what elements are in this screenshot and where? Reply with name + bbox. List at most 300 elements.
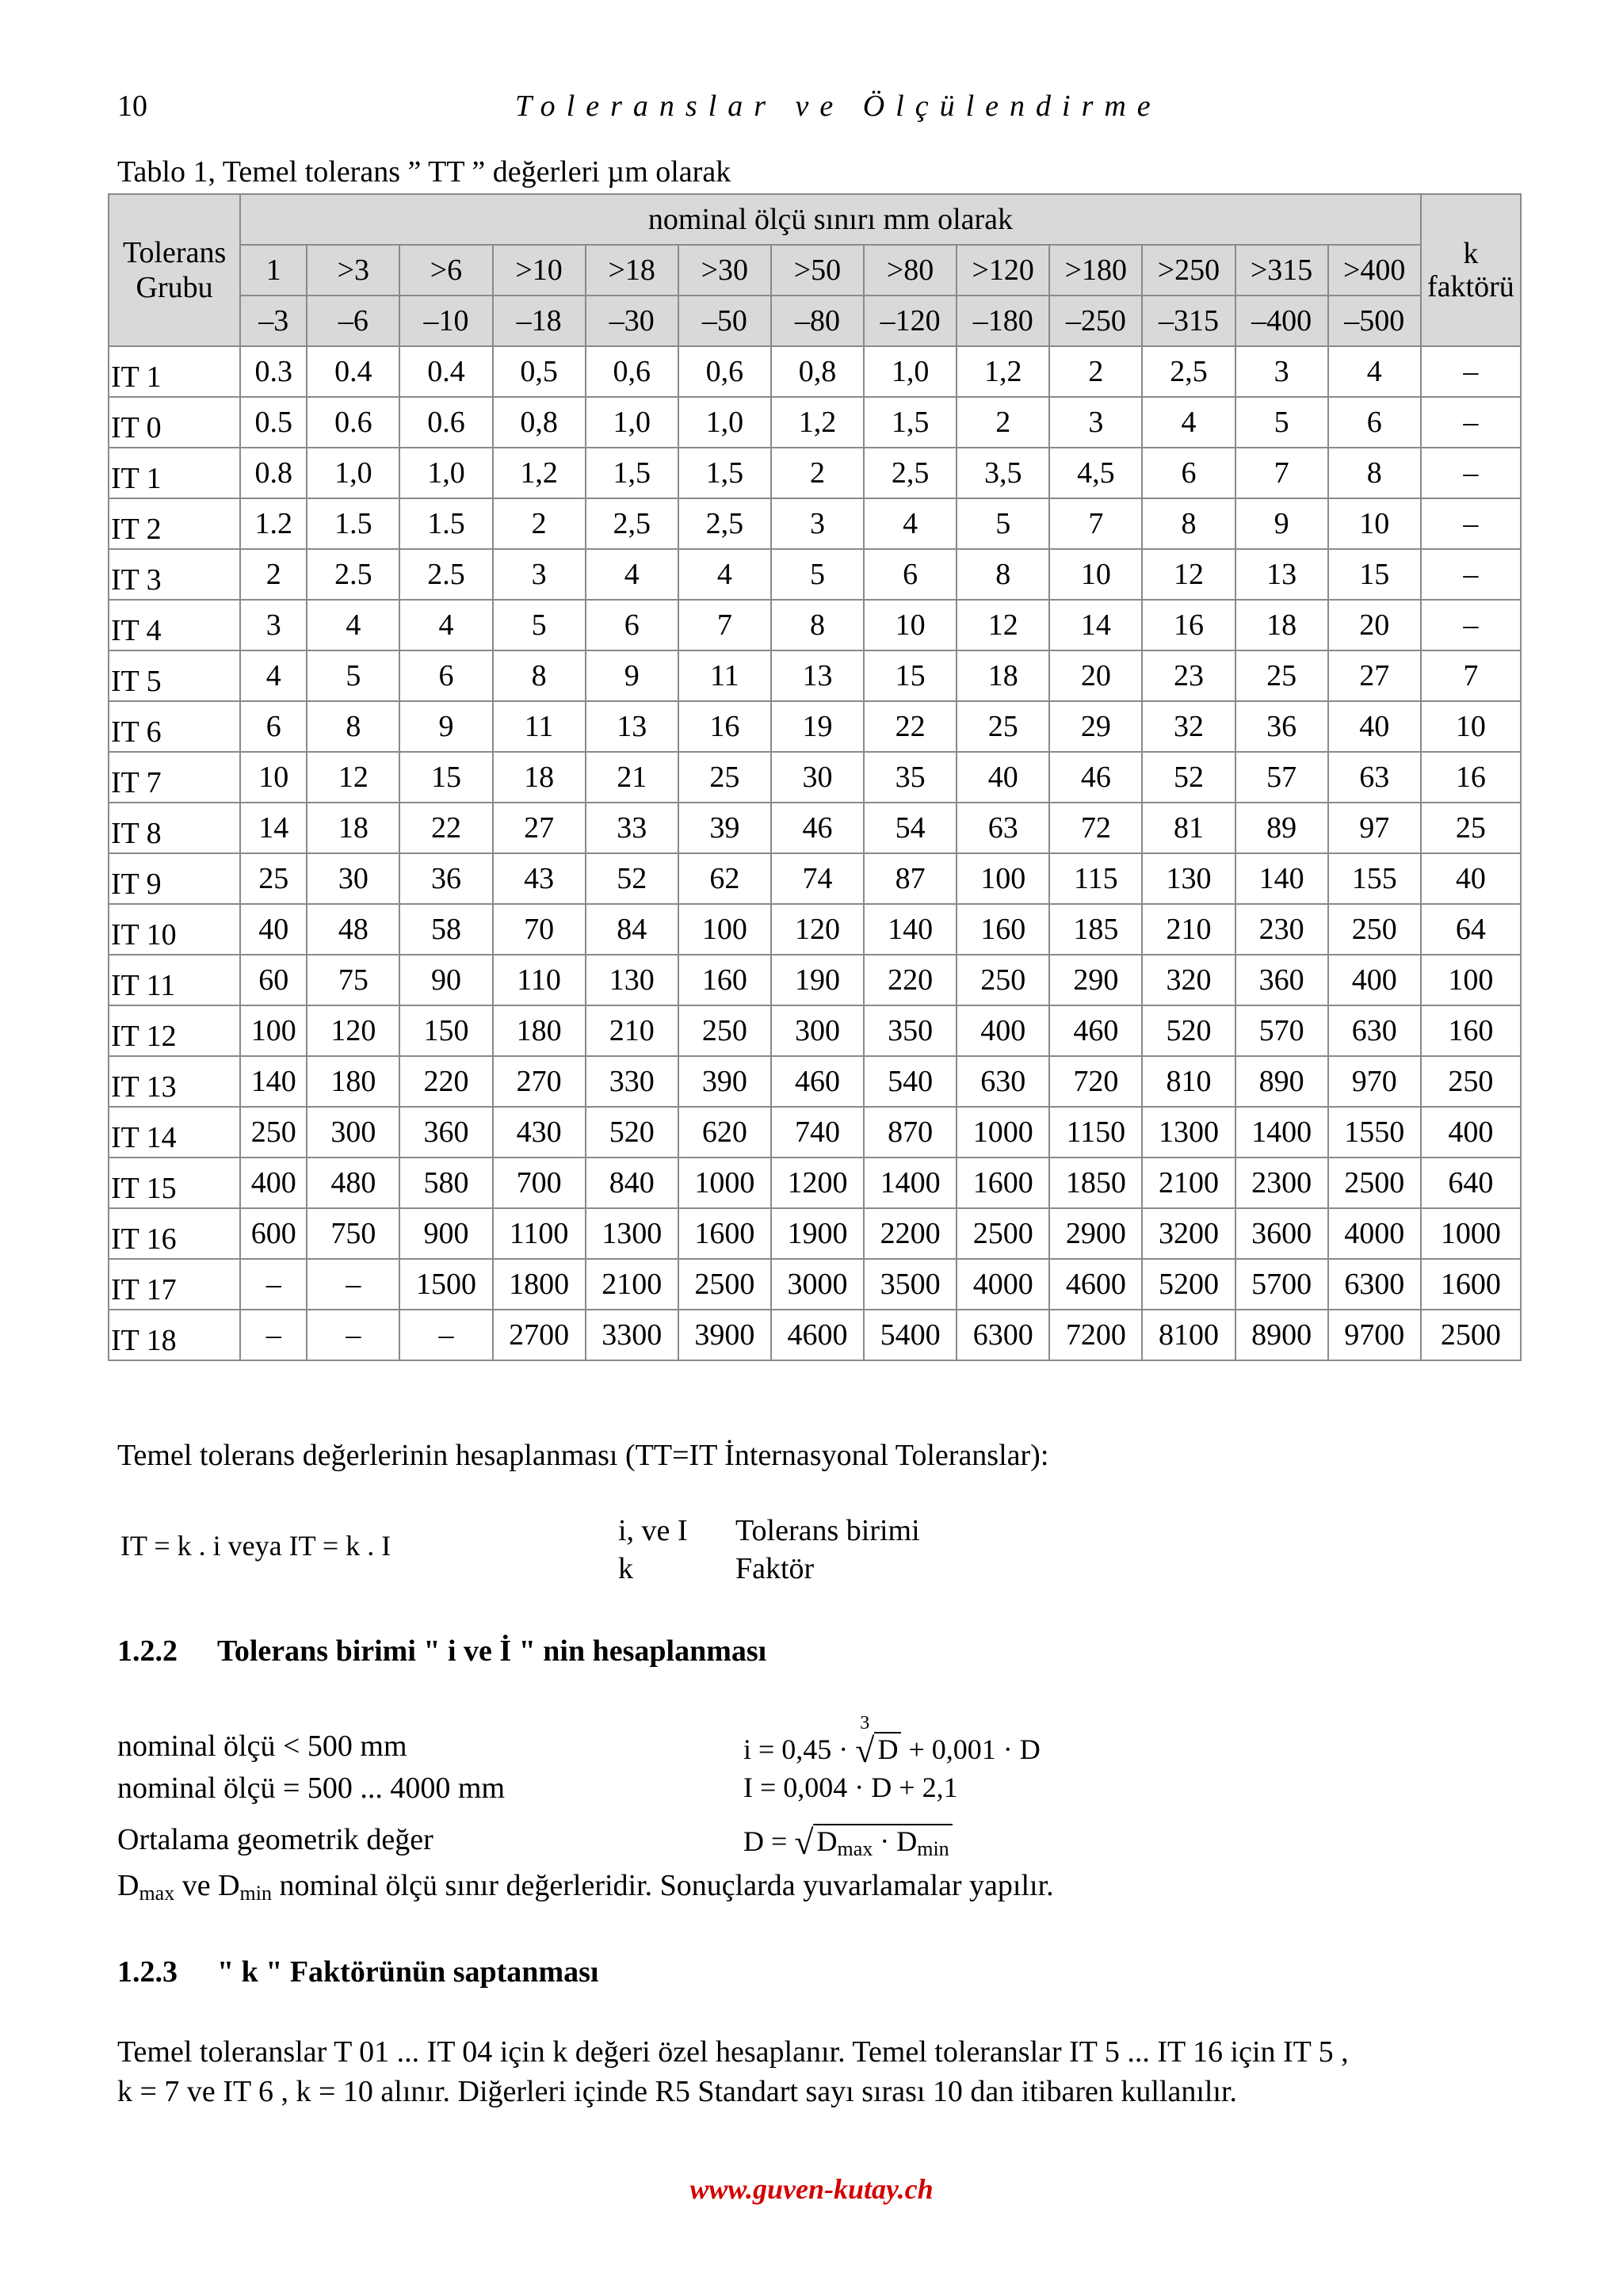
- tolerance-value-cell: 2100: [1142, 1158, 1235, 1208]
- header-row-span: [109, 194, 1521, 245]
- tolerance-value-cell: 220: [399, 1056, 492, 1107]
- tolerance-value-cell: 18: [307, 803, 399, 853]
- table-row: [109, 549, 1521, 600]
- tolerance-value-cell: 2100: [586, 1259, 678, 1310]
- tolerance-value-cell: 360: [399, 1107, 492, 1158]
- k-factor-header-line-1: k: [1463, 237, 1479, 270]
- tolerance-value-cell: 8: [307, 701, 399, 752]
- cube-root: [855, 1713, 901, 1770]
- tolerance-value-cell: 2900: [1049, 1208, 1142, 1259]
- tolerance-value-cell: 120: [307, 1005, 399, 1056]
- tolerance-value-cell: 60: [240, 955, 307, 1005]
- table-row: [109, 1107, 1521, 1158]
- range-to-cell: –10: [399, 296, 492, 346]
- tolerance-value-cell: 3: [1235, 346, 1328, 397]
- tolerance-value-cell: 7: [1049, 498, 1142, 549]
- tolerance-value-cell: 1.5: [307, 498, 399, 549]
- range-from-cell: >18: [586, 245, 678, 296]
- radicand-part: D: [816, 1825, 838, 1857]
- tolerance-value-cell: 6: [240, 701, 307, 752]
- tolerance-value-cell: –: [240, 1310, 307, 1360]
- nominal-range-header: nominal ölçü sınırı mm olarak: [240, 194, 1421, 245]
- tolerance-value-cell: 63: [1328, 752, 1421, 803]
- tolerance-value-cell: –: [240, 1259, 307, 1310]
- range-from-cell: >10: [493, 245, 586, 296]
- tolerance-value-cell: 89: [1235, 803, 1328, 853]
- k-factor-cell: –: [1421, 498, 1521, 549]
- k-factor-cell: 10: [1421, 701, 1521, 752]
- tolerance-value-cell: 1500: [399, 1259, 492, 1310]
- section-heading-1-2-3: [117, 1955, 598, 1989]
- tolerance-grade-label: IT 1: [109, 346, 240, 397]
- tolerance-value-cell: 360: [1235, 955, 1328, 1005]
- k-factor-cell: 1600: [1421, 1259, 1521, 1310]
- tolerance-value-cell: 300: [307, 1107, 399, 1158]
- range-from-cell: >315: [1235, 245, 1328, 296]
- paragraph-line: Temel toleranslar T 01 ... IT 04 için k değeri özel hesaplanır. Temel toleranslar IT 5 ... IT 16 için IT 5 ,: [117, 2035, 1349, 2069]
- tolerance-value-cell: 14: [1049, 600, 1142, 650]
- tolerance-value-cell: 18: [957, 650, 1049, 701]
- tolerance-value-cell: 16: [1142, 600, 1235, 650]
- tolerance-grade-label: IT 6: [109, 701, 240, 752]
- radicand: D: [874, 1732, 901, 1765]
- tolerance-value-cell: 15: [864, 650, 957, 701]
- tolerance-value-cell: 57: [1235, 752, 1328, 803]
- tolerance-value-cell: 0,6: [586, 346, 678, 397]
- tolerance-value-cell: 6300: [957, 1310, 1049, 1360]
- tolerance-value-cell: 3200: [1142, 1208, 1235, 1259]
- tolerance-value-cell: 3000: [771, 1259, 864, 1310]
- equation-part: D =: [743, 1825, 788, 1857]
- tolerance-value-cell: 8: [957, 549, 1049, 600]
- tolerance-value-cell: 540: [864, 1056, 957, 1107]
- tolerance-value-cell: 22: [864, 701, 957, 752]
- table-row: [109, 803, 1521, 853]
- tolerance-value-cell: 3300: [586, 1310, 678, 1360]
- group-header-line-1: Tolerans: [122, 236, 227, 269]
- tolerance-grade-label: IT 7: [109, 752, 240, 803]
- tolerance-value-cell: 32: [1142, 701, 1235, 752]
- tolerance-grade-label: IT 9: [109, 853, 240, 904]
- tolerance-value-cell: 250: [240, 1107, 307, 1158]
- condition-line: Ortalama geometrik değer: [117, 1823, 433, 1856]
- tolerance-grade-label: IT 0: [109, 397, 240, 448]
- tolerance-value-cell: 36: [1235, 701, 1328, 752]
- k-factor-cell: –: [1421, 397, 1521, 448]
- table-row: [109, 853, 1521, 904]
- equation-part: i = 0,45 ·: [743, 1733, 849, 1765]
- tolerance-value-cell: 870: [864, 1107, 957, 1158]
- tolerance-value-cell: 72: [1049, 803, 1142, 853]
- tolerance-value-cell: 720: [1049, 1056, 1142, 1107]
- tolerance-value-cell: –: [307, 1259, 399, 1310]
- range-from-cell: >50: [771, 245, 864, 296]
- tolerance-value-cell: 0.8: [240, 448, 307, 498]
- k-factor-cell: 400: [1421, 1107, 1521, 1158]
- tolerance-value-cell: 5: [493, 600, 586, 650]
- subscript: min: [239, 1882, 272, 1905]
- tolerance-value-cell: 110: [493, 955, 586, 1005]
- tolerance-value-cell: 10: [864, 600, 957, 650]
- tolerance-value-cell: 9700: [1328, 1310, 1421, 1360]
- tolerance-value-cell: 10: [240, 752, 307, 803]
- equation-i: [743, 1713, 1041, 1770]
- tolerance-value-cell: 4000: [1328, 1208, 1421, 1259]
- tolerance-value-cell: –: [399, 1310, 492, 1360]
- table-row: [109, 346, 1521, 397]
- k-factor-cell: 100: [1421, 955, 1521, 1005]
- tolerance-value-cell: 2300: [1235, 1158, 1328, 1208]
- tolerance-value-cell: 14: [240, 803, 307, 853]
- tolerance-value-cell: 700: [493, 1158, 586, 1208]
- k-factor-cell: 40: [1421, 853, 1521, 904]
- range-from-cell: >180: [1049, 245, 1142, 296]
- table-row: [109, 701, 1521, 752]
- tolerance-grade-label: IT 14: [109, 1107, 240, 1158]
- range-to-cell: –120: [864, 296, 957, 346]
- square-root: [794, 1819, 952, 1861]
- tolerance-value-cell: 630: [957, 1056, 1049, 1107]
- tolerance-value-cell: 150: [399, 1005, 492, 1056]
- tolerance-grade-label: IT 2: [109, 498, 240, 549]
- tolerance-value-cell: 8: [493, 650, 586, 701]
- tolerance-value-cell: 0,8: [771, 346, 864, 397]
- table-row: [109, 397, 1521, 448]
- range-to-cell: –500: [1328, 296, 1421, 346]
- tolerance-value-cell: 87: [864, 853, 957, 904]
- tolerance-value-cell: 100: [957, 853, 1049, 904]
- tolerance-value-cell: 6: [864, 549, 957, 600]
- tolerance-grade-label: IT 8: [109, 803, 240, 853]
- tolerance-value-cell: 1,0: [586, 397, 678, 448]
- range-from-cell: >250: [1142, 245, 1235, 296]
- tolerance-value-cell: 40: [957, 752, 1049, 803]
- range-to-cell: –250: [1049, 296, 1142, 346]
- tolerance-value-cell: 2500: [678, 1259, 771, 1310]
- tolerance-value-cell: 1.5: [399, 498, 492, 549]
- tolerance-value-cell: 520: [586, 1107, 678, 1158]
- subscript: max: [837, 1837, 873, 1860]
- range-to-cell: –80: [771, 296, 864, 346]
- range-from-cell: >80: [864, 245, 957, 296]
- radical-sign-icon: √: [855, 1731, 875, 1770]
- tolerance-value-cell: 3: [1049, 397, 1142, 448]
- tolerance-value-cell: 740: [771, 1107, 864, 1158]
- tolerance-value-cell: 1550: [1328, 1107, 1421, 1158]
- tolerance-value-cell: 10: [1049, 549, 1142, 600]
- tolerance-grade-label: IT 10: [109, 904, 240, 955]
- tolerance-value-cell: 20: [1328, 600, 1421, 650]
- tolerance-value-cell: 1600: [957, 1158, 1049, 1208]
- tolerance-value-cell: 54: [864, 803, 957, 853]
- page-header-title: Toleranslar ve Ölçülendirme: [515, 90, 1162, 123]
- note-line: [117, 1868, 1054, 1905]
- section-title: Tolerans birimi " i ve İ " nin hesaplanması: [217, 1634, 767, 1668]
- group-header-line-2: Grubu: [136, 271, 213, 304]
- table-row: [109, 752, 1521, 803]
- tolerance-value-cell: 130: [1142, 853, 1235, 904]
- section-title: " k " Faktörünün saptanması: [217, 1955, 599, 1989]
- tolerance-value-cell: 58: [399, 904, 492, 955]
- tolerance-value-cell: 1300: [1142, 1107, 1235, 1158]
- tolerance-value-cell: 18: [493, 752, 586, 803]
- tolerance-value-cell: 120: [771, 904, 864, 955]
- tolerance-value-cell: 4: [864, 498, 957, 549]
- range-from-cell: >3: [307, 245, 399, 296]
- range-to-cell: –6: [307, 296, 399, 346]
- tolerance-value-cell: 1000: [678, 1158, 771, 1208]
- tolerance-value-cell: 2: [493, 498, 586, 549]
- tolerance-value-cell: 4: [307, 600, 399, 650]
- tolerance-value-cell: 6: [1142, 448, 1235, 498]
- tolerance-value-cell: 900: [399, 1208, 492, 1259]
- range-from-cell: >120: [957, 245, 1049, 296]
- tolerance-value-cell: 1200: [771, 1158, 864, 1208]
- tolerance-value-cell: 840: [586, 1158, 678, 1208]
- tolerance-value-cell: 5: [771, 549, 864, 600]
- tolerance-value-cell: 25: [240, 853, 307, 904]
- tolerance-value-cell: 520: [1142, 1005, 1235, 1056]
- tolerance-value-cell: 140: [864, 904, 957, 955]
- tolerance-value-cell: 1300: [586, 1208, 678, 1259]
- tolerance-value-cell: 7: [678, 600, 771, 650]
- tolerance-value-cell: 8: [1142, 498, 1235, 549]
- tolerance-value-cell: 11: [678, 650, 771, 701]
- tolerance-grade-label: IT 5: [109, 650, 240, 701]
- tolerance-value-cell: 2: [1049, 346, 1142, 397]
- equation-part: + 0,001 · D: [908, 1733, 1041, 1765]
- tolerance-value-cell: 2: [240, 549, 307, 600]
- tolerance-value-cell: 19: [771, 701, 864, 752]
- tolerance-value-cell: 580: [399, 1158, 492, 1208]
- tolerance-value-cell: 74: [771, 853, 864, 904]
- table-row: [109, 955, 1521, 1005]
- tolerance-value-cell: 30: [771, 752, 864, 803]
- tolerance-value-cell: 33: [586, 803, 678, 853]
- tolerance-value-cell: 2,5: [1142, 346, 1235, 397]
- tolerance-value-cell: 2.5: [399, 549, 492, 600]
- tolerance-value-cell: 2: [957, 397, 1049, 448]
- tolerance-value-cell: 25: [1235, 650, 1328, 701]
- calc-intro: Temel tolerans değerlerinin hesaplanması (TT=IT İnternasyonal Toleranslar):: [117, 1439, 1049, 1472]
- tolerance-value-cell: 620: [678, 1107, 771, 1158]
- table-row: [109, 600, 1521, 650]
- range-to-cell: –400: [1235, 296, 1328, 346]
- tolerance-value-cell: 6300: [1328, 1259, 1421, 1310]
- tolerance-grade-label: IT 4: [109, 600, 240, 650]
- tolerance-value-cell: 4: [678, 549, 771, 600]
- tolerance-value-cell: 40: [1328, 701, 1421, 752]
- range-from-cell: >400: [1328, 245, 1421, 296]
- tolerance-value-cell: 5: [1235, 397, 1328, 448]
- tolerance-value-cell: 8: [1328, 448, 1421, 498]
- k-factor-cell: 2500: [1421, 1310, 1521, 1360]
- tolerance-value-cell: 5400: [864, 1310, 957, 1360]
- tolerance-value-cell: 3900: [678, 1310, 771, 1360]
- tolerance-value-cell: 2,5: [864, 448, 957, 498]
- footer-website-link[interactable]: www.guven-kutay.ch: [689, 2173, 934, 2205]
- tolerance-value-cell: 810: [1142, 1056, 1235, 1107]
- tolerance-value-cell: 13: [771, 650, 864, 701]
- radical-sign-icon: √: [794, 1823, 814, 1862]
- legend-symbol: k: [618, 1552, 633, 1585]
- tolerance-value-cell: 480: [307, 1158, 399, 1208]
- tolerance-value-cell: 70: [493, 904, 586, 955]
- tolerance-value-cell: –: [307, 1310, 399, 1360]
- tolerance-value-cell: 84: [586, 904, 678, 955]
- tolerance-value-cell: 5: [307, 650, 399, 701]
- section-heading-1-2-2: [117, 1634, 766, 1669]
- tolerance-value-cell: 2700: [493, 1310, 586, 1360]
- page-number: 10: [117, 90, 147, 123]
- tolerance-value-cell: 11: [493, 701, 586, 752]
- group-header-cell: [109, 194, 240, 346]
- tolerance-value-cell: 46: [1049, 752, 1142, 803]
- tolerance-grade-label: IT 3: [109, 549, 240, 600]
- tolerance-value-cell: 12: [307, 752, 399, 803]
- tolerance-value-cell: 62: [678, 853, 771, 904]
- table-row: [109, 1005, 1521, 1056]
- tolerance-value-cell: 460: [1049, 1005, 1142, 1056]
- tolerance-value-cell: 1,0: [678, 397, 771, 448]
- tolerance-value-cell: 29: [1049, 701, 1142, 752]
- tolerance-value-cell: 0.4: [399, 346, 492, 397]
- tolerance-value-cell: 63: [957, 803, 1049, 853]
- tolerance-value-cell: 400: [240, 1158, 307, 1208]
- table-row: [109, 1158, 1521, 1208]
- tolerance-value-cell: 140: [1235, 853, 1328, 904]
- tolerance-value-cell: 9: [1235, 498, 1328, 549]
- tolerance-value-cell: 1,0: [307, 448, 399, 498]
- tolerance-value-cell: 570: [1235, 1005, 1328, 1056]
- k-factor-cell: –: [1421, 600, 1521, 650]
- radicand: [813, 1824, 952, 1860]
- tolerance-value-cell: 4: [1142, 397, 1235, 448]
- tolerance-value-cell: 160: [678, 955, 771, 1005]
- tolerance-value-cell: 9: [399, 701, 492, 752]
- tolerance-value-cell: 97: [1328, 803, 1421, 853]
- tolerance-value-cell: 75: [307, 955, 399, 1005]
- tolerance-value-cell: 1400: [864, 1158, 957, 1208]
- subscript: min: [917, 1837, 949, 1860]
- tolerance-value-cell: 250: [678, 1005, 771, 1056]
- tolerance-value-cell: 4600: [771, 1310, 864, 1360]
- tolerance-value-cell: 4000: [957, 1259, 1049, 1310]
- equation-I: I = 0,004 · D + 2,1: [743, 1772, 958, 1803]
- tolerance-grade-label: IT 17: [109, 1259, 240, 1310]
- tolerance-value-cell: 230: [1235, 904, 1328, 955]
- tolerance-value-cell: 1,0: [864, 346, 957, 397]
- tolerance-value-cell: 250: [1328, 904, 1421, 955]
- tolerance-value-cell: 190: [771, 955, 864, 1005]
- tolerance-value-cell: 5700: [1235, 1259, 1328, 1310]
- tolerance-value-cell: 2200: [864, 1208, 957, 1259]
- tolerance-value-cell: 210: [1142, 904, 1235, 955]
- tolerance-value-cell: 430: [493, 1107, 586, 1158]
- range-from-cell: >6: [399, 245, 492, 296]
- tolerance-value-cell: 4600: [1049, 1259, 1142, 1310]
- tolerance-grade-label: IT 1: [109, 448, 240, 498]
- tolerance-value-cell: 52: [1142, 752, 1235, 803]
- tolerance-value-cell: 155: [1328, 853, 1421, 904]
- range-to-cell: –315: [1142, 296, 1235, 346]
- tolerance-value-cell: 2,5: [586, 498, 678, 549]
- tolerance-value-cell: 2500: [1328, 1158, 1421, 1208]
- tolerance-grade-label: IT 16: [109, 1208, 240, 1259]
- tolerance-value-cell: 0.5: [240, 397, 307, 448]
- tolerance-value-cell: 0,8: [493, 397, 586, 448]
- tolerance-value-cell: 4: [586, 549, 678, 600]
- tolerance-value-cell: 52: [586, 853, 678, 904]
- tolerance-value-cell: 3600: [1235, 1208, 1328, 1259]
- tolerance-value-cell: 39: [678, 803, 771, 853]
- tolerance-value-cell: 0,6: [678, 346, 771, 397]
- tolerance-value-cell: 1,2: [957, 346, 1049, 397]
- tolerance-value-cell: 6: [586, 600, 678, 650]
- k-factor-cell: –: [1421, 346, 1521, 397]
- tolerance-value-cell: 300: [771, 1005, 864, 1056]
- range-to-cell: –30: [586, 296, 678, 346]
- tolerance-value-cell: 30: [307, 853, 399, 904]
- tolerance-value-cell: 7: [1235, 448, 1328, 498]
- table-caption: Tablo 1, Temel tolerans ” TT ” değerleri µm olarak: [117, 155, 731, 189]
- tolerance-value-cell: 115: [1049, 853, 1142, 904]
- tolerance-value-cell: 81: [1142, 803, 1235, 853]
- k-factor-cell: –: [1421, 549, 1521, 600]
- tolerance-value-cell: 4: [1328, 346, 1421, 397]
- tolerance-value-cell: 290: [1049, 955, 1142, 1005]
- k-factor-cell: 25: [1421, 803, 1521, 853]
- tolerance-value-cell: 0.6: [307, 397, 399, 448]
- subscript: max: [139, 1882, 175, 1905]
- k-factor-cell: –: [1421, 448, 1521, 498]
- condition-line: nominal ölçü = 500 ... 4000 mm: [117, 1772, 506, 1805]
- tolerance-value-cell: 1600: [678, 1208, 771, 1259]
- k-factor-cell: 640: [1421, 1158, 1521, 1208]
- tolerance-value-cell: 16: [678, 701, 771, 752]
- tolerance-value-cell: 20: [1049, 650, 1142, 701]
- tolerance-value-cell: 1000: [957, 1107, 1049, 1158]
- table-row: [109, 1208, 1521, 1259]
- tolerance-value-cell: 2500: [957, 1208, 1049, 1259]
- tolerance-grade-label: IT 13: [109, 1056, 240, 1107]
- section-number: 1.2.3: [117, 1955, 178, 1989]
- tolerance-grade-label: IT 18: [109, 1310, 240, 1360]
- tolerance-value-cell: 1,5: [678, 448, 771, 498]
- table-row: [109, 1056, 1521, 1107]
- tolerance-value-cell: 130: [586, 955, 678, 1005]
- tolerance-value-cell: 48: [307, 904, 399, 955]
- tolerance-value-cell: 8900: [1235, 1310, 1328, 1360]
- tolerance-value-cell: 600: [240, 1208, 307, 1259]
- tolerance-value-cell: 40: [240, 904, 307, 955]
- tolerance-value-cell: 3: [771, 498, 864, 549]
- section-number: 1.2.2: [117, 1634, 178, 1668]
- tolerance-value-cell: 185: [1049, 904, 1142, 955]
- tolerance-value-cell: 25: [957, 701, 1049, 752]
- tolerance-value-cell: 23: [1142, 650, 1235, 701]
- tolerance-value-cell: 460: [771, 1056, 864, 1107]
- note-part: nominal ölçü sınır değerleridir. Sonuçlarda yuvarlamalar yapılır.: [271, 1869, 1054, 1902]
- tolerance-value-cell: 4: [240, 650, 307, 701]
- tolerance-value-cell: 2,5: [678, 498, 771, 549]
- tolerance-value-cell: 1100: [493, 1208, 586, 1259]
- tolerance-grade-label: IT 11: [109, 955, 240, 1005]
- root-index: 3: [860, 1713, 870, 1733]
- range-to-cell: –3: [240, 296, 307, 346]
- tolerance-value-cell: 7200: [1049, 1310, 1142, 1360]
- tolerance-value-cell: 13: [1235, 549, 1328, 600]
